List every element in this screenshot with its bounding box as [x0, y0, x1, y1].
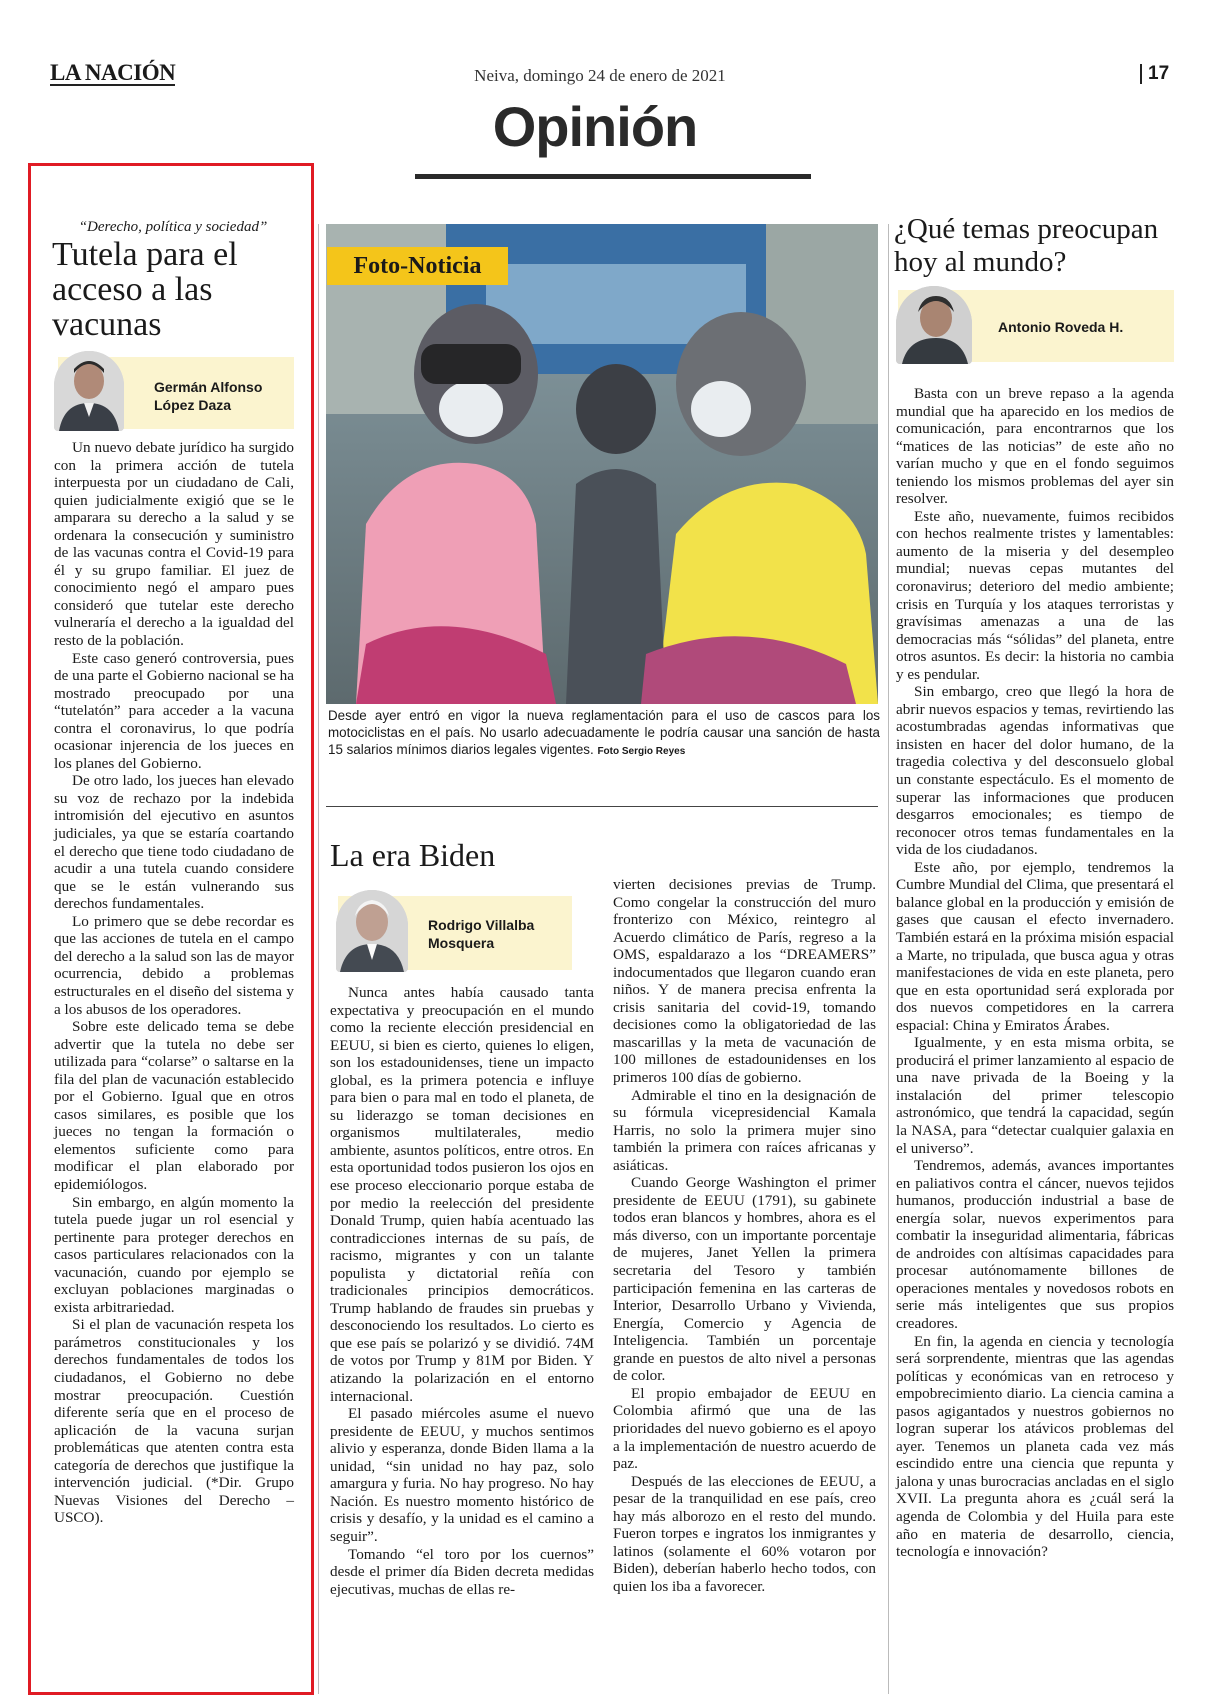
paragraph: El pasado miércoles asume el nuevo presidente de EEUU, y muchos sentimos alivio y esperanza, donde Biden llama a la unidad, “sin unidad no hay paz, solo amargura y furia. No hay progreso. No hay Nación. Es nuestro momento histórico de crisis y desafío, y la unidad es el camino a seguir”.: [330, 1405, 594, 1545]
paragraph: Sobre este delicado tema se debe advertir que la tutela no debe ser utilizada para “colarse” o saltarse en la fila del plan de vacunación establecido por el Gobierno. Igual que en otros casos similares, es posible que los jueces no tengan la formación o elementos suficiente como para modificar el plan elaborado por epidemiólogos.: [54, 1018, 294, 1193]
paragraph: vierten decisiones previas de Trump. Como congelar la construcción del muro fronterizo con México, reintegro al Acuerdo climático de París, regreso a la OMS, espaldarazo a los “DREAMERS” indocumentados que llegaron cuando eran niños. Y de manera precisa enfrenta la crisis sanitaria del covid-19, tomando decisiones como la obligatoriedad de las mascarillas y la meta de vacunación de 100 millones de estadounidenses en los primeros 100 días de gobierno.: [613, 876, 876, 1087]
author-box: [898, 290, 1174, 362]
paragraph: Basta con un breve repaso a la agenda mundial que ha aparecido en los medios de comunicación, para encontrarnos que los “matices de las noticias” de este año no varían mucho y que en el fondo seguimos teniendo los mismos problemas del ayer sin resolver.: [896, 385, 1174, 508]
author-name-line: López Daza: [154, 397, 232, 413]
author-name-line: Mosquera: [428, 935, 495, 951]
photo-news-tag: Foto-Noticia: [327, 247, 508, 285]
paragraph: Un nuevo debate jurídico ha surgido con la primera acción de tutela interpuesta por un ciudadano de Cali, quien judicialmente exigió que se le amparara su derecho a la salud y se ordenara la consecución y suministro de las vacunas contra el Covid-19 para él y su grupo familiar. El juez de conocimiento negó el amparo pues consideró que tutelar este derecho vulneraría el derecho a la igualdad del resto de la población.: [54, 439, 294, 650]
author-name-line: Rodrigo Villalba: [428, 917, 535, 933]
author-photo: [54, 351, 124, 431]
author-name: [154, 378, 262, 414]
column-divider: [318, 224, 319, 1694]
paragraph: El propio embajador de EEUU en Colombia afirmó que una de las prioridades del nuevo gobierno es el apoyo a la implementación de nuestro acuerdo de paz.: [613, 1384, 876, 1473]
article-body: [896, 385, 1174, 1561]
portrait-icon: [336, 890, 408, 972]
author-name: Antonio Roveda H.: [998, 319, 1124, 335]
author-photo: [896, 286, 972, 364]
portrait-icon: [54, 351, 124, 431]
news-photo: [326, 224, 878, 704]
motorcyclists-photo-icon: [326, 224, 878, 704]
column-divider: [888, 224, 889, 1694]
article-body-col2: [613, 876, 876, 1595]
caption-text: Desde ayer entró en vigor la nueva reglamentación para el uso de cascos para los motociclistas en el país. No usarlo adecuadamente le podría causar una sanción de hasta 15 salarios mínimos diarios legales vigentes.: [328, 708, 880, 757]
paragraph: Admirable el tino en la designación de su fórmula vicepresidencial Kamala Harris, no solo la primera mujer sino también la primera con raíces africanas y asiáticas.: [613, 1086, 876, 1174]
paragraph: De otro lado, los jueces han elevado su voz de rechazo por la indebida intromisión del ejecutivo en asuntos judiciales, ya que se estaría coartando el derecho que tiene todo ciudadano de acudir a una tutela cuando considere que se le están vulnerando sus derechos fundamentales.: [54, 772, 294, 913]
dateline: Neiva, domingo 24 de enero de 2021: [474, 66, 726, 85]
article-title: Tutela para el acceso a las vacunas: [52, 236, 238, 343]
section-rule: [415, 174, 811, 179]
paragraph: En fin, la agenda en ciencia y tecnología será sorprendente, mientras que las agendas políticas y económicas van en retroceso y empobrecimiento diario. La ciencia camina a pasos agigantados y nuestros gobiernos no logran superar los atávicos problemas del ayer. Tenemos un planeta cada vez más escindido entre una ciencia que repunta y jalona y unas burocracias ancladas en el siglo XVII. La pregunta ahora es ¿cuál será la agenda de Colombia y del Huila para este año en materia de desarrollo, ciencia, tecnología e innovación?: [896, 1332, 1174, 1561]
author-name: [428, 916, 534, 952]
paragraph: Este año, nuevamente, fuimos recibidos con hechos realmente tristes y lamentables: aumento de la miseria y del desempleo mundial; nuevas cepas mutantes del coronavirus; deterioro del medio ambiente; crisis en Turquía y los ataques terroristas y gravísimas amenazas a una de las democracias más “sólidas” del planeta, entre otros asuntos. Es decir: la historia no cambia y es pendular.: [896, 507, 1174, 683]
paragraph: Después de las elecciones de EEUU, a pesar de la tranquilidad en ese país, creo hay más alborozo en el resto del mundo. Fueron torpes e ingratos los inmigrantes y latinos (solamente el 60% votaron por Biden), deberían haberlo hecho todos, con quien los iba a favorecer.: [613, 1472, 876, 1595]
paragraph: Sin embargo, creo que llegó la hora de abrir nuevos espacios y temas, revirtiendo las acostumbradas agendas informativas que insisten en hacer del dolor humano, de la tragedia colectiva y del desconsuelo global un constante espectáculo. Es el momento de superar las informaciones que producen desgarros emocionales; es tiempo de reconocer otros temas fundamentales en la vida de los ciudadanos.: [896, 683, 1174, 859]
section-title: Opinión: [492, 95, 698, 158]
article-kicker: “Derecho, política y sociedad”: [78, 219, 268, 235]
article-body: [54, 439, 294, 1527]
paragraph: Este caso generó controversia, pues de una parte el Gobierno nacional se ha mostrado preocupado por una “tutelatón” para acceder a la vacuna contra el coronavirus, lo que podría ocasionar injerencia de los jueces en los planes del Gobierno.: [54, 649, 294, 772]
paragraph: Nunca antes había causado tanta expectativa y preocupación en el mundo como la reciente elección presidencial en EEUU, si bien es cierto, quienes lo eligen, son los estadounidenses, tiene un impacto global, es la primera potencia e influye para bien o para mal en todo el planeta, de su liderazgo se toman decisiones en organismos multilaterales, medio ambiente, asuntos políticos, entre otros. En esta oportunidad todos pusieron los ojos en ese proceso eleccionario porque estaba de por medio la reelección del presidente Donald Trump, quien había acentuado las contradicciones internas de su país, de racismo, migrantes y con un talante populista y dictatorial reñía con tradicionales principios democráticos. Trump hablando de fraudes sin pruebas y desconociendo los resultados. Lo cierto es que ese país se polarizó y se dividió. 74M de votos por Trump y 81M por Biden. Y atizando la polarización en el entorno internacional.: [330, 984, 594, 1405]
author-box: [338, 896, 572, 970]
paragraph: Tomando “el toro por los cuernos” desde el primer día Biden decreta medidas ejecutivas, muchas de ellas re-: [330, 1545, 594, 1598]
section-divider: [326, 806, 878, 807]
paragraph: Tendremos, además, avances importantes en paliativos contra el cáncer, nuevos tejidos humanos, producción industrial a base de energía solar, nuevos experimentos para combatir la inseguridad alimentaria, fábricas de androides con altísimas capacidades para procesar autónomamente billones de operaciones mentales y novedosos robots en serie más inteligentes que sus propios creadores.: [896, 1157, 1174, 1332]
paragraph: Sin embargo, en algún momento la tutela puede jugar un rol esencial y pertinente para proteger derechos en casos particulares relacionados con la vacunación, cuando por ejemplo se excluyan poblaciones marginadas o exista arbitrariedad.: [54, 1193, 294, 1316]
paragraph: Lo primero que se debe recordar es que las acciones de tutela en el campo del derecho a la salud son las de mayor ocurrencia, debido a problemas estructurales en el diseño del sistema y a los abusos de los operadores.: [54, 912, 294, 1018]
portrait-icon: [896, 286, 972, 364]
paragraph: Cuando George Washington el primer presidente de EEUU (1791), su gabinete todos eran blancos y hombres, ahora es el más diverso, con un importante porcentaje de mujeres, Janet Yellen la primera secretaria del Tesoro y también participación femenina en las carteras de Interior, Desarrollo Urbano y Vivienda, Energía, Comercio y Agencia de Inteligencia. También un porcentaje grande en puestos de alto nivel a personas de color.: [613, 1174, 876, 1385]
paragraph: Igualmente, y en esta misma orbita, se producirá el primer lanzamiento al espacio de una nave privada de la Boeing y la instalación del primer telescopio astronómico, que tendrá la capacidad, según la NASA, para “detectar cualquier galaxia en el universo”.: [896, 1034, 1174, 1157]
paragraph: Este año, por ejemplo, tendremos la Cumbre Mundial del Clima, que presentará el balance global en la producción y emisión de gases que causan el efecto invernadero. También estará en la próxima misión espacial a Marte, no tripulada, que busca agua y otras manifestaciones de vida en este planeta, pero que en esta oportunidad será explorada por dos nuevos competidores en la carrera espacial: China y Emiratos Árabes.: [896, 858, 1174, 1034]
author-photo: [336, 890, 408, 972]
author-name-line: Germán Alfonso: [154, 379, 263, 395]
article-title: ¿Qué temas preocupan hoy al mundo?: [894, 213, 1159, 278]
masthead-logo: LA NACIÓN: [50, 60, 176, 85]
page-number: 17: [1140, 64, 1169, 84]
paragraph: Si el plan de vacunación respeta los parámetros constitucionales y los derechos fundamentales de todos los ciudadanos, el Gobierno no debe mostrar preocupación. Cuestión diferente sería que en el proceso de aplicación de la vacuna surjan problemáticas que atenten contra esta categoría de derechos que justifique la intervención judicial. (*Dir. Grupo Nuevas Visiones del Derecho – USCO).: [54, 1316, 294, 1527]
article-body-col1: [330, 984, 594, 1598]
photo-credit: Foto Sergio Reyes: [597, 746, 686, 757]
article-title: La era Biden: [330, 837, 496, 873]
author-box: [58, 357, 294, 429]
photo-caption: [328, 707, 880, 760]
